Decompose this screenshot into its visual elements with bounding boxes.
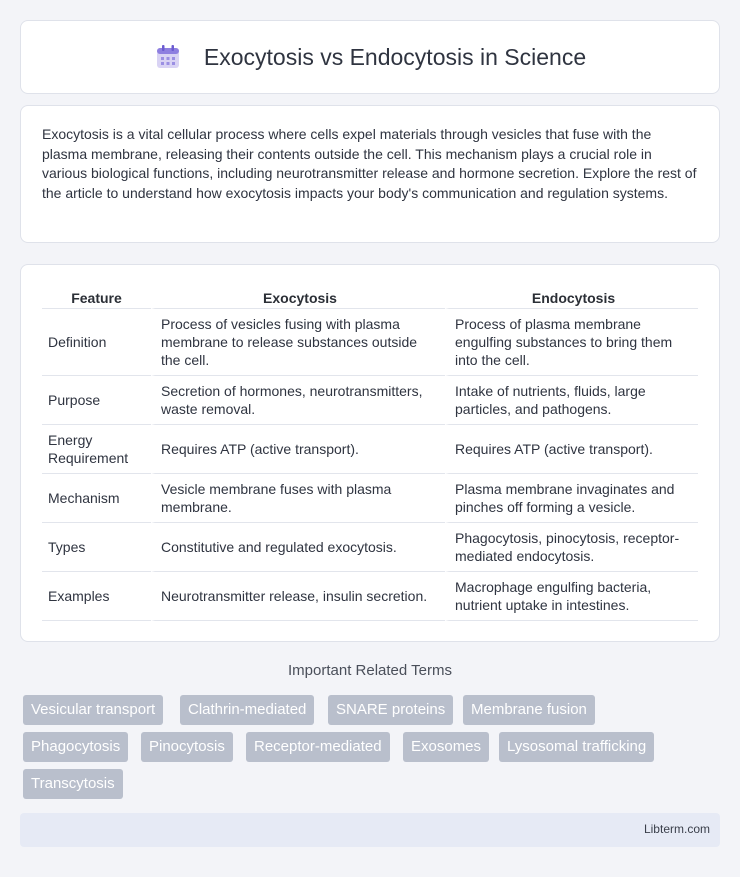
row-feature: Types [42, 523, 151, 572]
row-feature: Energy Requirement [42, 425, 151, 474]
tag-lysosomal-trafficking[interactable]: Lysosomal trafficking [499, 732, 654, 762]
row-endocytosis: Plasma membrane invaginates and pinches off forming a vesicle. [445, 474, 698, 523]
row-exocytosis: Requires ATP (active transport). [151, 425, 445, 474]
row-exocytosis: Constitutive and regulated exocytosis. [151, 523, 445, 572]
column-header-exocytosis: Exocytosis [151, 285, 445, 309]
page-title: Exocytosis vs Endocytosis in Science [203, 43, 587, 70]
tag-membrane-fusion[interactable]: Membrane fusion [463, 695, 595, 725]
tag-receptor-mediated[interactable]: Receptor-mediated [246, 732, 390, 762]
header-card [20, 20, 720, 94]
table-row [42, 474, 698, 523]
column-header-endocytosis: Endocytosis [445, 285, 698, 309]
table-row [42, 425, 698, 474]
intro-text: Exocytosis is a vital cellular process where cells expel materials through vesicles that fuse with the plasma membrane, releasing their contents outside the cell. This mechanism plays a crucial role in various biological functions, including neurotransmitter release and hormone secretion. Explore the rest of the article to understand how exocytosis impacts your body's communication and regulation systems. [42, 126, 697, 201]
table-row [42, 376, 698, 425]
row-exocytosis: Process of vesicles fusing with plasma membrane to release substances outside the cell. [151, 309, 445, 376]
comparison-table [42, 285, 698, 621]
row-feature: Mechanism [42, 474, 151, 523]
footer [20, 813, 720, 847]
row-feature: Purpose [42, 376, 151, 425]
tag-transcytosis[interactable]: Transcytosis [23, 769, 123, 799]
row-feature: Definition [42, 309, 151, 376]
comparison-table-card [20, 264, 720, 642]
tag-clathrin-mediated[interactable]: Clathrin-mediated [180, 695, 314, 725]
tag-phagocytosis[interactable]: Phagocytosis [23, 732, 128, 762]
calendar-icon [154, 43, 182, 71]
tag-exosomes[interactable]: Exosomes [403, 732, 489, 762]
row-endocytosis: Phagocytosis, pinocytosis, receptor-mediated endocytosis. [445, 523, 698, 572]
column-header-feature: Feature [42, 285, 151, 309]
table-row [42, 523, 698, 572]
row-feature: Examples [42, 572, 151, 621]
tag-snare-proteins[interactable]: SNARE proteins [328, 695, 453, 725]
row-endocytosis: Macrophage engulfing bacteria, nutrient uptake in intestines. [445, 572, 698, 621]
row-exocytosis: Secretion of hormones, neurotransmitters, waste removal. [151, 376, 445, 425]
related-terms-title: Important Related Terms [288, 662, 452, 679]
table-row [42, 572, 698, 621]
row-exocytosis: Vesicle membrane fuses with plasma membrane. [151, 474, 445, 523]
row-exocytosis: Neurotransmitter release, insulin secretion. [151, 572, 445, 621]
tag-vesicular-transport[interactable]: Vesicular transport [23, 695, 163, 725]
row-endocytosis: Process of plasma membrane engulfing substances to bring them into the cell. [445, 309, 698, 376]
footer-site-link[interactable]: Libterm.com [643, 822, 710, 836]
row-endocytosis: Requires ATP (active transport). [445, 425, 698, 474]
table-row [42, 309, 698, 376]
row-endocytosis: Intake of nutrients, fluids, large particles, and pathogens. [445, 376, 698, 425]
tag-pinocytosis[interactable]: Pinocytosis [141, 732, 233, 762]
intro-card [20, 105, 720, 243]
